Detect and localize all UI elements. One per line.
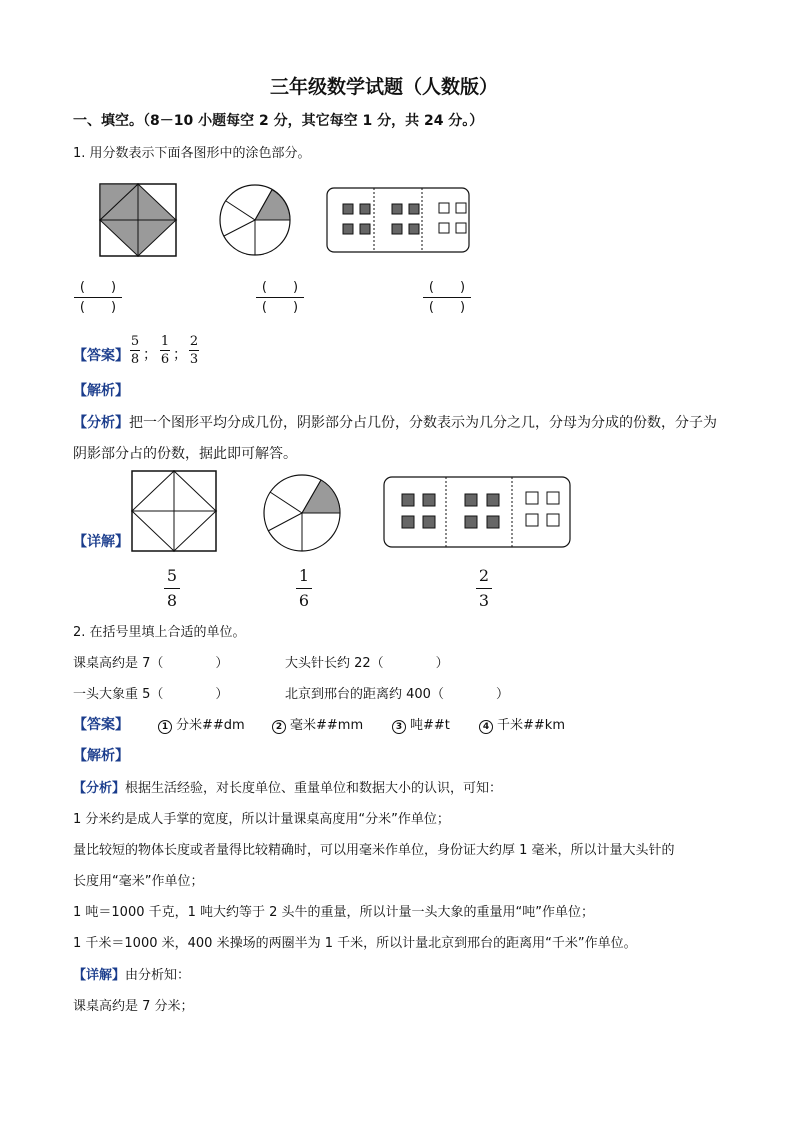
section-heading: 一、填空。（8－10 小题每空 2 分，其它每空 1 分，共 24 分。） [73, 113, 484, 129]
blank-numerator: ( ) [79, 280, 117, 295]
detail-fraction-3: 2 3 [476, 568, 492, 609]
detail-line: 课桌高约是 7 分米； [73, 999, 194, 1014]
question-2-text: 2. 在括号里填上合适的单位。 [73, 625, 246, 640]
circled-number: 3 [392, 720, 406, 734]
detail-tag: 【详解】 [73, 968, 126, 983]
analysis-line: 长度用“毫米”作单位； [73, 874, 204, 889]
blank-denominator: ( ) [79, 300, 117, 315]
circled-number: 4 [479, 720, 493, 734]
analysis-tag: 【解析】 [73, 383, 129, 399]
detail-fraction-2: 1 6 [296, 568, 312, 609]
circle-figure-detail [261, 474, 343, 552]
analysis-line: 1 千米＝1000 米，400 米操场的两圈半为 1 千米，所以计量北京到邢台的距离用“千米”作单位。 [73, 936, 637, 951]
fenxi-text: 把一个图形平均分成几份，阴影部分占几份，分数表示为几分之几，分母为分成的份数，分子为 [129, 415, 717, 431]
separator: ； [173, 347, 187, 363]
answer-tag: 【答案】 [73, 717, 129, 733]
blank-numerator: ( ) [261, 280, 299, 295]
analysis-line: 1 吨＝1000 千克，1 吨大约等于 2 头牛的重量，所以计量一头大象的重量用“吨”作单位； [73, 905, 595, 920]
analysis-tag: 【解析】 [73, 748, 129, 764]
fenxi-tag: 【分析】 [73, 781, 126, 796]
circle-figure [218, 184, 292, 256]
q2-answer-4: 4 千米##km [479, 714, 565, 734]
rectangle-squares-figure [326, 187, 470, 253]
q2-item-1: 课桌高约是 7（ ） [73, 656, 229, 671]
analysis-line: 量比较短的物体长度或者量得比较精确时，可以用毫米作单位，身份证大约厚 1 毫米，所以计量大头针的 [73, 843, 675, 858]
answer-fraction-2: 1 6 [160, 334, 170, 367]
blank-denominator: ( ) [428, 300, 466, 315]
square-figure [99, 183, 179, 259]
q2-item-2: 大头针长约 22（ ） [285, 656, 449, 671]
detail-text: 由分析知： [125, 968, 191, 983]
answer-blank-2[interactable] [256, 281, 304, 314]
q2-answer-1: 1 分米##dm [158, 714, 245, 734]
blank-numerator: ( ) [428, 280, 466, 295]
page-title: 三年级数学试题（人数版） [270, 76, 499, 98]
circled-number: 2 [272, 720, 286, 734]
answer-fraction-3: 2 3 [189, 334, 199, 367]
fenxi-tag: 【分析】 [73, 415, 129, 431]
q2-item-3: 一头大象重 5（ ） [73, 687, 229, 702]
answer-blank-3[interactable] [423, 281, 471, 314]
question-1-text: 1. 用分数表示下面各图形中的涂色部分。 [73, 146, 311, 161]
detail-fraction-1: 5 8 [164, 568, 180, 609]
answer-fraction-1: 5 8 [130, 334, 140, 367]
fenxi-text-2: 阴影部分占的份数，据此即可解答。 [73, 446, 297, 462]
analysis-line: 1 分米约是成人手掌的宽度，所以计量课桌高度用“分米”作单位； [73, 812, 450, 827]
fenxi-text: 根据生活经验，对长度单位、重量单位和数据大小的认识，可知： [125, 781, 503, 796]
separator: ； [143, 347, 157, 363]
blank-denominator: ( ) [261, 300, 299, 315]
detail-tag: 【详解】 [73, 534, 129, 550]
answer-tag: 【答案】 [73, 348, 129, 364]
answer-blank-1[interactable] [74, 281, 122, 314]
square-figure-detail [131, 470, 219, 554]
rectangle-squares-figure-detail [383, 476, 571, 548]
q2-answer-2: 2 毫米##mm [272, 714, 363, 734]
circled-number: 1 [158, 720, 172, 734]
q2-item-4: 北京到邢台的距离约 400（ ） [285, 687, 509, 702]
q2-answer-3: 3 吨##t [392, 714, 450, 734]
